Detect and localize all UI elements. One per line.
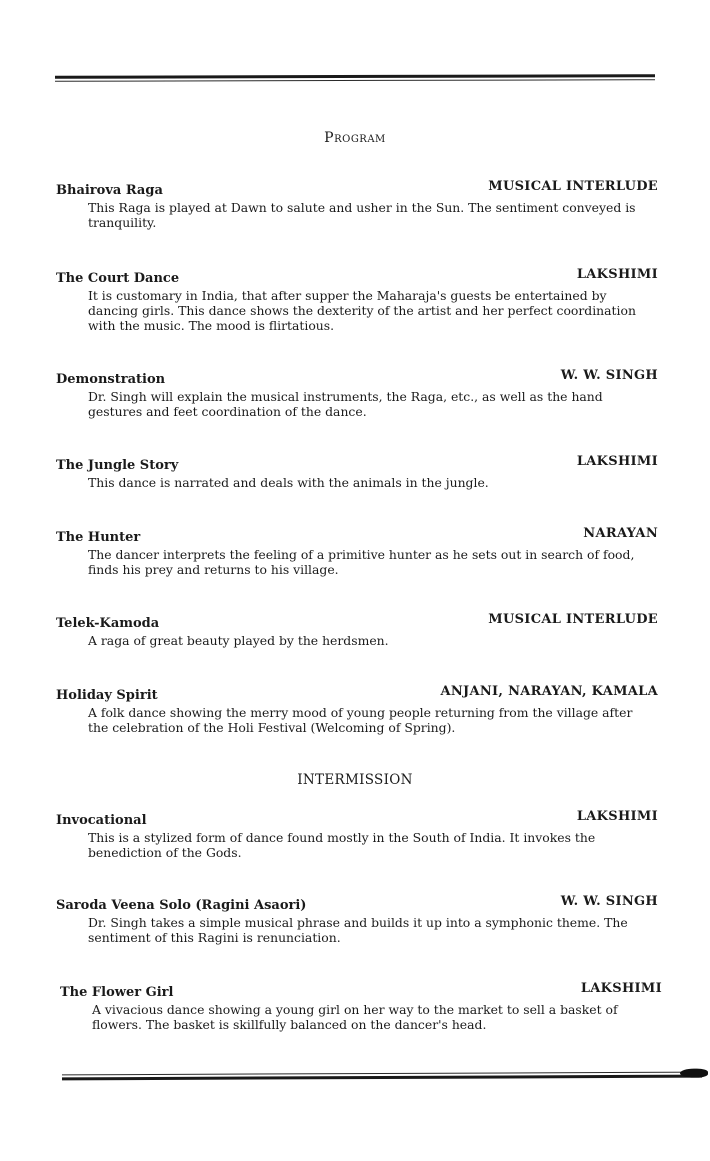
program-item-invocational [56,808,658,860]
intermission-heading: INTERMISSION [297,772,413,788]
item-description: Dr. Singh will explain the musical instruments, the Raga, etc., as well as the hand gestures and feet coordination of the dance. [88,389,603,419]
item-performer: NARAYAN [583,526,658,541]
item-name: Bhairova Raga [56,183,163,198]
top-double-rule [55,74,655,82]
item-performer: LAKSHIMI [576,454,658,469]
ink-blot [680,1069,708,1078]
item-description: A raga of great beauty played by the herdsmen. [88,633,389,648]
item-name: The Court Dance [56,271,180,286]
item-description: The dancer interprets the feeling of a primitive hunter as he sets out in search of food, finds his prey and returns to his village. [88,547,635,577]
item-description: It is customary in India, that after supper the Maharaja's guests be entertained by dancing girls. This dance shows the dexterity of the artist and her perfect coordination with the music. The mood is flirtatious. [88,288,636,333]
program-item-court-dance [56,266,658,333]
item-name: The Jungle Story [56,458,179,473]
item-performer: MUSICAL INTERLUDE [488,179,658,194]
item-name: Demonstration [56,372,166,387]
item-name: The Hunter [56,530,141,545]
item-description: This is a stylized form of dance found mostly in the South of India. It invokes the benediction of the Gods. [88,830,596,860]
bottom-double-rule [62,1072,702,1081]
item-description: This Raga is played at Dawn to salute and usher in the Sun. The sentiment conveyed is tranquility. [88,200,636,230]
program-item-telek-kamoda [56,611,658,648]
item-performer: MUSICAL INTERLUDE [488,612,658,627]
item-performer: ANJANI, NARAYAN, KAMALA [440,684,658,699]
item-name: The Flower Girl [60,985,174,1000]
item-name: Holiday Spirit [56,688,158,703]
item-description: A folk dance showing the merry mood of young people returning from the village after the celebration of the Holi Festival (Welcoming of Spring). [88,705,633,735]
item-name: Telek-Kamoda [56,616,160,631]
item-name: Saroda Veena Solo (Ragini Asaori) [56,898,307,913]
program-item-jungle-story [56,453,658,490]
page-title: Program [324,130,386,146]
item-performer: LAKSHIMI [580,981,662,996]
item-performer: LAKSHIMI [576,267,658,282]
item-description: A vivacious dance showing a young girl on her way to the market to sell a basket of flowers. The basket is skillfully balanced on the dancer's head. [92,1002,618,1032]
program-item-bhairova-raga [56,178,658,230]
program-item-hunter [56,525,658,577]
item-name: Invocational [56,813,147,828]
item-performer: W. W. SINGH [560,894,658,909]
item-performer: W. W. SINGH [560,368,658,383]
item-performer: LAKSHIMI [576,809,658,824]
program-item-saroda-veena-solo [56,893,658,945]
program-item-demonstration [56,367,658,419]
program-item-holiday-spirit [56,683,658,735]
item-description: This dance is narrated and deals with the animals in the jungle. [88,475,489,490]
item-description: Dr. Singh takes a simple musical phrase and builds it up into a symphonic theme. The sentiment of this Ragini is renunciation. [88,915,628,945]
program-item-flower-girl [60,980,662,1032]
